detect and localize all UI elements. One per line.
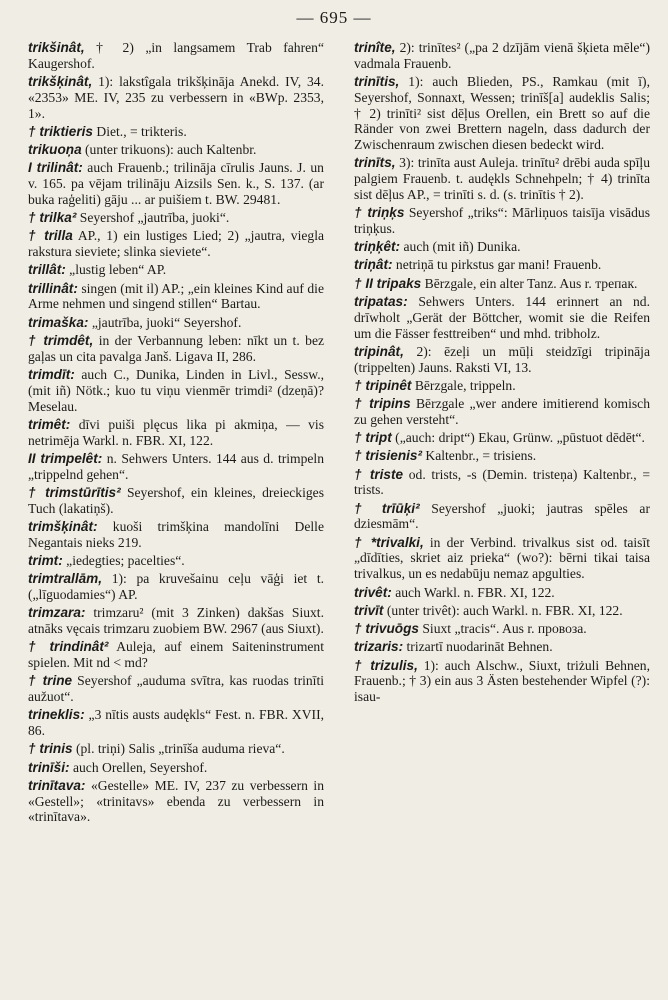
entry-headword: trimzara: — [28, 605, 86, 621]
entry-headword: trizaris: — [354, 639, 404, 655]
entry-body: Seyershof „auduma svītra, kas ruodas trinīti aužuot“. — [28, 673, 324, 705]
entry-headword: † triņķs — [354, 205, 405, 221]
entry-headword: trinîte, — [354, 40, 396, 55]
entry-body: Bērzgale, trippeln. — [414, 377, 516, 393]
entry-body: trizartī nuodarināt Behnen. — [406, 639, 553, 655]
entry-headword: † trilla — [28, 228, 73, 244]
entry-headword: trimt: — [28, 552, 63, 568]
entry-body: „lustig leben“ AP. — [69, 262, 167, 278]
entry-headword: triņķêt: — [354, 239, 401, 255]
dictionary-entry — [354, 585, 650, 601]
entry-body: Siuxt „tracis“. Aus r. провоза. — [422, 621, 587, 637]
entry-headword: † trilka² — [28, 210, 77, 226]
dictionary-entry — [28, 485, 324, 517]
entry-body: 3): trinīta aust Auleja. trinītu² drēbi auda spīļu palgiem Frauenb. t. audękls Schnehpeln; † 4) trinīta sist dēļus AP., = trinīti s. d. (s. trinītis † 2). — [354, 155, 650, 202]
entry-headword: trikšinât, — [28, 40, 85, 55]
entry-headword: † trīūķi² — [354, 500, 420, 516]
entry-body: in der Verbannung leben: nīkt un t. bez gaļas un cita pavalga Janš. Ligava II, 286. — [28, 333, 324, 364]
entry-body: Bērzgale „wer andere imitierend komisch zu gehen versteht“. — [354, 396, 650, 427]
entry-headword: I trilinât: — [28, 160, 83, 176]
entry-headword: trimtrallām, — [28, 571, 103, 587]
entry-body: 1): auch Blieden, PS., Ramkau (mit ī), Seyershof, Sonnaxt, Wessen; trinīš[a] audeklis Salis; † 2) trinīti² sist dēļus Orellen, ein Brett so auf die Ränder von zwei Brettern nageln, dass dadurch der Zwischenraum zwischen diesen bedeckt wird. — [354, 74, 650, 153]
entry-body: netriņā tu pirkstus gar mani! Frauenb. — [395, 257, 602, 273]
entry-headword: † triste — [354, 466, 404, 482]
dictionary-entry — [28, 142, 324, 158]
entry-headword: trimšķinât: — [28, 518, 98, 534]
entry-headword: † *trivalki, — [354, 534, 424, 550]
entry-body: in der Verbind. trivalkus sist od. taisīt „dīdīties, skriet aiz prieka“ (wo?): bērni tikai taisa trivalkus, un es nedabūju nemaz apgulties. — [354, 534, 650, 582]
entry-headword: trikšķinât, — [28, 74, 93, 90]
entry-body: (unter trivêt): auch Warkl. n. FBR. XI, 122. — [386, 602, 623, 618]
dictionary-entry — [354, 276, 650, 292]
entry-headword: † II tripaks — [354, 275, 422, 291]
right-column — [354, 40, 650, 994]
entry-body: n. Sehwers Unters. 144 aus d. trimpeln „trippelnd gehen“. — [28, 450, 324, 482]
entry-headword: tripatas: — [354, 293, 408, 309]
dictionary-entry — [28, 262, 324, 278]
entry-body: 1): lakstîgala trikšķināja Anekd. IV, 34. «2353» ME. IV, 235 zu verbessern in «BWp. 2353, 1». — [28, 74, 324, 121]
dictionary-entry — [354, 535, 650, 582]
dictionary-entry — [354, 621, 650, 637]
dictionary-entry — [28, 519, 324, 551]
dictionary-entry — [354, 430, 650, 446]
dictionary-entry — [28, 315, 324, 331]
entry-headword: II trimpelêt: — [28, 450, 103, 466]
dictionary-entry — [28, 707, 324, 739]
entry-headword: trivêt: — [354, 584, 392, 600]
dictionary-entry — [28, 451, 324, 483]
entry-headword: † trimdêt, — [28, 333, 94, 349]
dictionary-entry — [354, 257, 650, 273]
dictionary-entry — [28, 778, 324, 825]
entry-headword: † trizulis, — [354, 657, 418, 673]
dictionary-entry — [354, 639, 650, 655]
entry-body: Seyershof „triks“: Mārliņuos taisīja visādus triņķus. — [354, 205, 650, 236]
entry-headword: † trisienis² — [354, 448, 422, 464]
entry-body: auch Orellen, Seyershof. — [72, 759, 208, 775]
entry-headword: triņât: — [354, 257, 393, 273]
entry-body: Seyershof „juoki; jautras spēles ar dziesmām“. — [354, 500, 650, 532]
dictionary-entry — [354, 658, 650, 705]
dictionary-entry — [354, 603, 650, 619]
entry-body: Sehwers Unters. 144 erinnert an nd. drīwholt „Gerät der Böttcher, womit sie die Reifen um die Fässer festtreiben“ und mhd. tribholz. — [354, 293, 650, 341]
entry-body: dīvi puiši plęcus lika pi akmiņa, — vis netrimēja Warkl. n. FBR. XI, 122. — [28, 416, 324, 448]
entry-headword: † tripins — [354, 396, 411, 412]
dictionary-entry — [354, 378, 650, 394]
entry-body: «Gestelle» ME. IV, 237 zu verbessern in «Gestell»; «trinitavs» ebenda zu verbessern in «trinītava». — [28, 777, 324, 825]
entry-headword: † triktieris — [28, 123, 93, 139]
entry-body: „iedegties; pacelties“. — [66, 552, 185, 568]
dictionary-entry — [28, 281, 324, 313]
dictionary-entry — [354, 74, 650, 153]
dictionary-entry — [28, 74, 324, 121]
dictionary-entry — [28, 40, 324, 72]
dictionary-entry — [28, 124, 324, 140]
dictionary-entry — [354, 155, 650, 202]
dictionary-entry — [354, 239, 650, 255]
entry-headword: tripinât, — [354, 343, 404, 359]
entry-body: singen (mit il) AP.; „ein kleines Kind auf die Arme nehmen und singend stillen“ Bartau. — [28, 280, 324, 312]
entry-headword: trimaška: — [28, 314, 89, 330]
entry-body: auch Warkl. n. FBR. XI, 122. — [395, 584, 555, 600]
entry-headword: † tripinêt — [354, 377, 412, 393]
entry-body: Auleja, auf einem Saiteninstrument spielen. Mit nd < md? — [28, 639, 324, 671]
entry-headword: trikuoņa — [28, 142, 82, 158]
entry-body: Seyershof „jautrība, juoki“. — [79, 210, 230, 226]
entry-headword: trillinât: — [28, 280, 78, 296]
entry-headword: † tript — [354, 430, 392, 446]
dictionary-entry — [28, 160, 324, 207]
entry-headword: trinīši: — [28, 759, 70, 775]
entry-headword: trimdīt: — [28, 367, 75, 383]
entry-headword: † trinis — [28, 741, 73, 757]
entry-body: (pl. triņi) Salis „trinīša auduma rieva“. — [75, 741, 285, 757]
left-column — [28, 40, 324, 994]
entry-body: 2): trinītes² („pa 2 dzījām vienā šķieta mēle“) vadmala Frauenb. — [354, 40, 650, 71]
entry-body: 2): ēzeļi un mūļi steidzīgi tripināja (trippelten) Jauns. Raksti VI, 13. — [354, 343, 650, 375]
dictionary-entry — [28, 760, 324, 776]
dictionary-entry — [28, 639, 324, 671]
entry-body: AP., 1) ein lustiges Lied; 2) „jautra, viegla rakstura sieviete; slinka sieviete“. — [28, 228, 324, 260]
entry-headword: † trindinât² — [28, 639, 109, 655]
page-number: — 695 — — [296, 8, 372, 27]
entry-body: Seyershof, ein kleines, dreieckiges Tuch (lakatiņš). — [28, 484, 324, 516]
entry-body: auch (mit iñ) Dunika. — [403, 239, 521, 255]
entry-body: „3 nītis austs audękls“ Fest. n. FBR. XVII, 86. — [28, 707, 324, 739]
dictionary-entry — [354, 40, 650, 72]
dictionary-entry — [28, 605, 324, 637]
dictionary-entry — [28, 673, 324, 705]
dictionary-entry — [28, 571, 324, 603]
dictionary-entry — [354, 344, 650, 376]
dictionary-entry — [354, 501, 650, 533]
entry-body: (unter trikuons): auch Kaltenbr. — [85, 142, 257, 158]
entry-body: Kaltenbr., = trisiens. — [425, 448, 537, 464]
entry-body: od. trists, -s (Demin. tristeņa) Kaltenbr., = trists. — [354, 466, 650, 498]
entry-headword: trivīt — [354, 602, 384, 618]
dictionary-entry — [28, 367, 324, 414]
dictionary-entry — [28, 333, 324, 365]
entry-body: Diet., = trikteris. — [96, 123, 187, 139]
entry-body: † 2) „in langsamem Trab fahren“ Kaugershof. — [28, 40, 324, 71]
dictionary-entry — [354, 467, 650, 499]
dictionary-entry — [28, 210, 324, 226]
entry-headword: trinīts, — [354, 155, 396, 171]
dictionary-entry — [28, 741, 324, 757]
entry-body: auch C., Dunika, Linden in Livl., Sessw., (mit iñ) Nötk.; kuo tu viņu vienmēr trimdi² (dzeņā)? Meselau. — [28, 367, 324, 414]
entry-headword: † trine — [28, 673, 73, 689]
dictionary-entry — [28, 553, 324, 569]
entry-headword: trinītis, — [354, 74, 400, 90]
dictionary-entry — [354, 205, 650, 237]
entry-body: Bērzgale, ein alter Tanz. Aus r. трепак. — [424, 275, 638, 291]
entry-body: 1): auch Alschw., Siuxt, triżuli Behnen, Frauenb.; † 3) ein aus 3 Ästen bestehender Wipfel (?): isau- — [354, 657, 650, 705]
entry-body: kuoši trimšķina mandolīni Delle Negantais nieks 219. — [28, 518, 324, 550]
entry-headword: trineklis: — [28, 707, 85, 723]
dictionary-entry — [28, 417, 324, 449]
entry-body: 1): pa kruvešainu ceļu vāģi iet t. („līguodamies“) AP. — [28, 571, 324, 602]
entry-headword: trillât: — [28, 262, 66, 278]
dictionary-entry — [28, 228, 324, 260]
dictionary-entry — [354, 448, 650, 464]
entry-headword: trimêt: — [28, 416, 71, 432]
entry-headword: trinītava: — [28, 777, 86, 793]
entry-body: („auch: dript“) Ekau, Grünw. „pūstuot dēdēt“. — [395, 430, 645, 446]
entry-headword: † trimstūrītis² — [28, 484, 121, 500]
dictionary-entry — [354, 294, 650, 341]
entry-body: trimzaru² (mit 3 Zinken) dakšas Siuxt. atnāks vęcais trimzaru zuobiem BW. 2967 (aus Siuxt). — [28, 605, 324, 637]
entry-body: „jautrība, juoki“ Seyershof. — [91, 314, 242, 330]
entry-body: auch Frauenb.; trilināja cīrulis Jauns. J. un v. 165. pa vējam trilināju Aizsils Sen. k., S. 137. (ar buka raģeliti) gāju ... ar puišiem t. BW. 29481. — [28, 160, 324, 207]
entry-headword: † trivuōgs — [354, 621, 419, 637]
dictionary-entry — [354, 396, 650, 428]
